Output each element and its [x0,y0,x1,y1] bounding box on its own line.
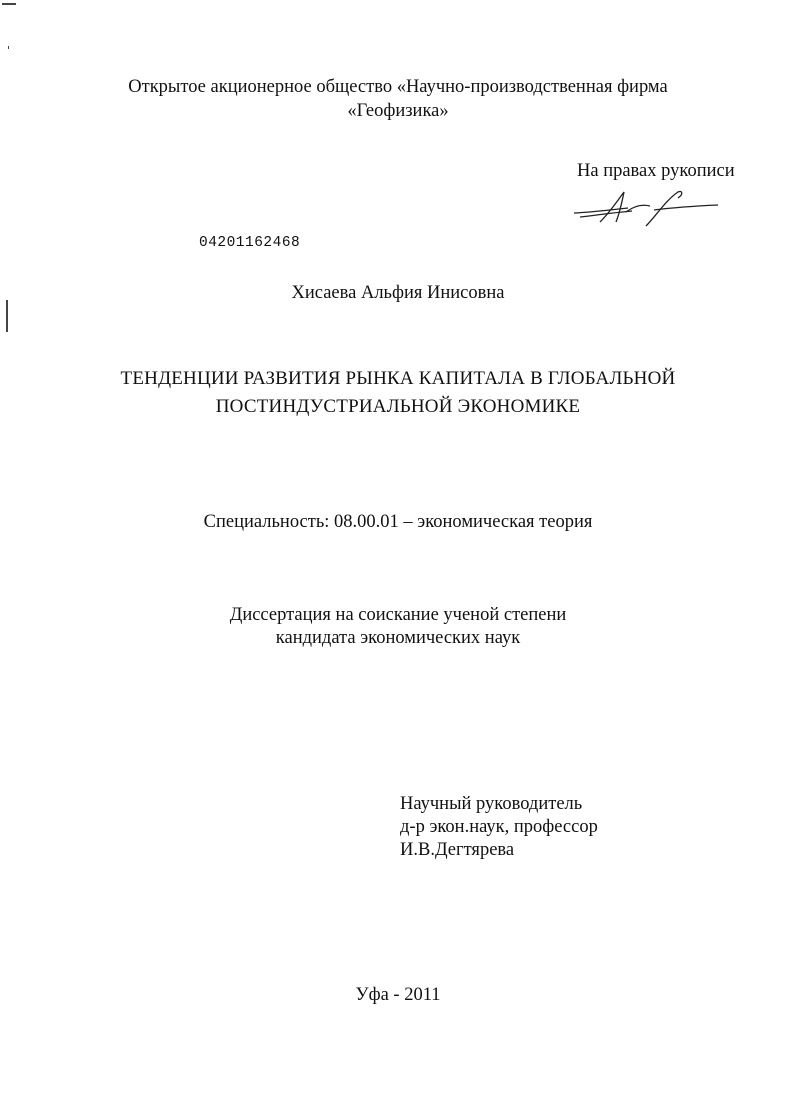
dissertation-title-line-1: ТЕНДЕНЦИИ РАЗВИТИЯ РЫНКА КАПИТАЛА В ГЛОБАЛЬНОЙ [120,368,676,389]
organization-line-2: «Геофизика» [347,101,449,121]
degree-line-1: Диссертация на соискание ученой степени [229,605,567,625]
scan-artifact-left-edge [6,300,8,332]
supervisor-credentials: д-р экон.наук, профессор [400,817,598,837]
supervisor-name: И.В.Дегтярева [400,840,515,860]
organization-line-1: Открытое акционерное общество «Научно-производственная фирма [128,77,668,97]
manuscript-note: На правах рукописи [577,161,735,181]
supervisor-role: Научный руководитель [400,794,583,814]
registration-number: 04201162468 [199,235,301,251]
specialty: Специальность: 08.00.01 – экономическая теория [203,512,593,532]
scan-artifact-top-left [2,3,16,5]
place-and-year: Уфа - 2011 [355,985,441,1005]
handwritten-signature [570,186,720,230]
degree-line-2: кандидата экономических наук [275,628,521,648]
dissertation-title-line-2: ПОСТИНДУСТРИАЛЬНОЙ ЭКОНОМИКЕ [215,396,581,417]
author-name: Хисаева Альфия Инисовна [291,283,505,303]
scan-artifact-left-dot [8,46,9,49]
